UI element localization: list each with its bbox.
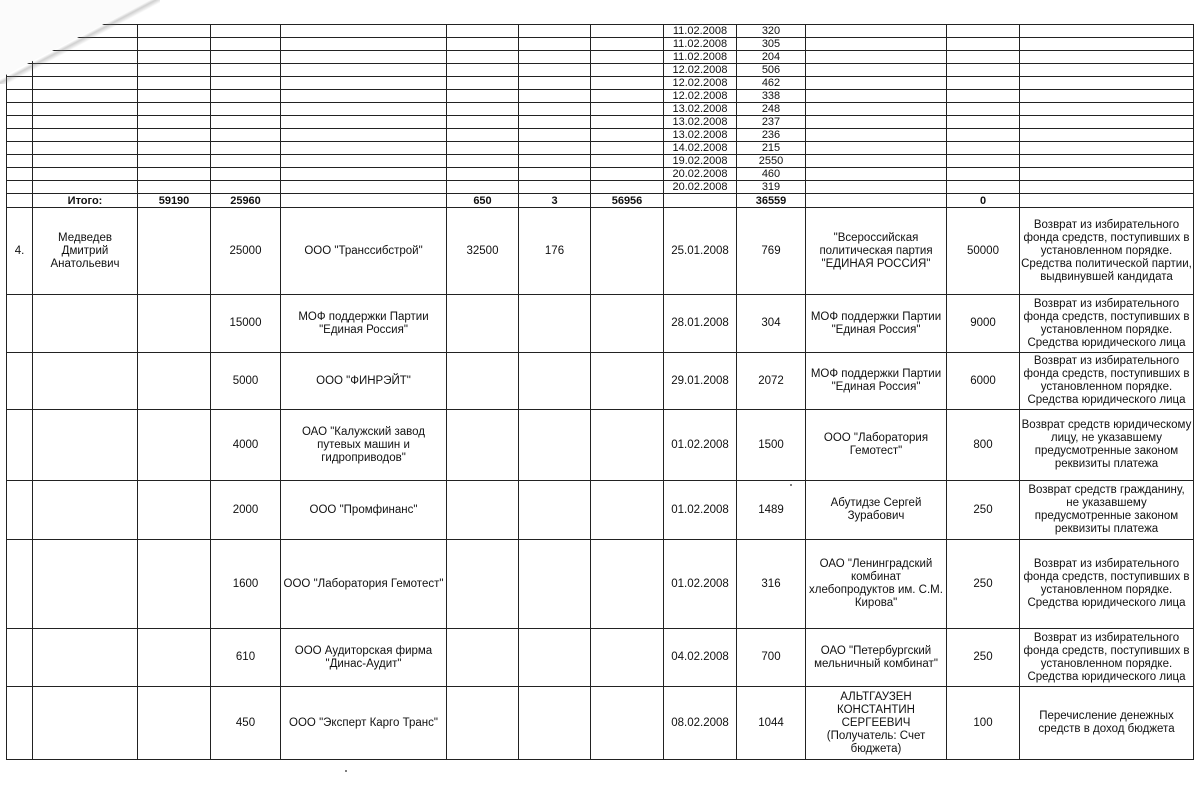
empty-cell bbox=[591, 103, 664, 116]
empty-cell bbox=[281, 116, 447, 129]
empty-cell bbox=[947, 38, 1020, 51]
recipient-name: АЛЬТГАУЗЕН КОНСТАНТИН СЕРГЕЕВИЧ (Получатель: Счет бюджета) bbox=[806, 687, 947, 760]
empty-cell bbox=[138, 90, 211, 103]
total-c3: 25960 bbox=[211, 194, 281, 208]
col5-value bbox=[447, 687, 519, 760]
empty-cell bbox=[447, 142, 519, 155]
empty-cell bbox=[947, 90, 1020, 103]
empty-cell bbox=[591, 155, 664, 168]
empty-cell bbox=[211, 77, 281, 90]
empty-cell bbox=[519, 142, 591, 155]
row-doc-number: 319 bbox=[737, 181, 806, 194]
empty-cell bbox=[591, 38, 664, 51]
empty-cell bbox=[211, 103, 281, 116]
total-c5: 650 bbox=[447, 194, 519, 208]
operation-date: 01.02.2008 bbox=[664, 481, 737, 540]
empty-cell bbox=[447, 25, 519, 38]
row-date: 20.02.2008 bbox=[664, 168, 737, 181]
return-sum: 800 bbox=[947, 410, 1020, 481]
empty-cell bbox=[281, 103, 447, 116]
row-doc-number: 506 bbox=[737, 64, 806, 77]
empty-cell bbox=[447, 181, 519, 194]
empty-cell bbox=[211, 90, 281, 103]
empty-cell bbox=[1020, 38, 1194, 51]
empty-cell bbox=[519, 25, 591, 38]
empty-cell bbox=[806, 103, 947, 116]
return-sum: 50000 bbox=[947, 208, 1020, 295]
empty-cell bbox=[591, 142, 664, 155]
row-doc-number: 236 bbox=[737, 129, 806, 142]
empty-cell bbox=[591, 410, 664, 481]
donor-name: МОФ поддержки Партии "Единая Россия" bbox=[281, 295, 447, 353]
empty-cell bbox=[947, 142, 1020, 155]
empty-cell bbox=[806, 116, 947, 129]
scan-speck bbox=[790, 484, 792, 486]
empty-cell bbox=[138, 687, 211, 760]
note-text: Возврат из избирательного фонда средств, поступивших в установленном порядке. Средства юридического лица bbox=[1020, 353, 1194, 410]
empty-cell bbox=[138, 155, 211, 168]
empty-cell bbox=[7, 90, 33, 103]
empty-cell bbox=[33, 687, 138, 760]
empty-cell bbox=[519, 51, 591, 64]
empty-cell bbox=[7, 103, 33, 116]
empty-cell bbox=[519, 77, 591, 90]
empty-cell bbox=[33, 295, 138, 353]
total-row bbox=[7, 194, 1194, 208]
empty-cell bbox=[281, 38, 447, 51]
empty-cell bbox=[591, 51, 664, 64]
empty-cell bbox=[281, 90, 447, 103]
donation-amount: 1600 bbox=[211, 540, 281, 629]
col6-value: 176 bbox=[519, 208, 591, 295]
total-c2: 59190 bbox=[138, 194, 211, 208]
col5-value bbox=[447, 481, 519, 540]
empty-cell bbox=[138, 208, 211, 295]
return-sum: 250 bbox=[947, 481, 1020, 540]
total-label: Итого: bbox=[33, 194, 138, 208]
row-date: 13.02.2008 bbox=[664, 103, 737, 116]
doc-number: 1489 bbox=[737, 481, 806, 540]
doc-number: 1500 bbox=[737, 410, 806, 481]
empty-cell bbox=[806, 129, 947, 142]
empty-cell bbox=[33, 481, 138, 540]
total-c11: 0 bbox=[947, 194, 1020, 208]
table-row bbox=[7, 629, 1194, 687]
donor-name: ООО Аудиторская фирма "Динас-Аудит" bbox=[281, 629, 447, 687]
return-sum: 100 bbox=[947, 687, 1020, 760]
return-sum: 250 bbox=[947, 629, 1020, 687]
operation-date: 25.01.2008 bbox=[664, 208, 737, 295]
empty-cell bbox=[33, 129, 138, 142]
empty-cell bbox=[519, 168, 591, 181]
operation-date: 28.01.2008 bbox=[664, 295, 737, 353]
empty-cell bbox=[7, 129, 33, 142]
col5-value bbox=[447, 410, 519, 481]
empty-cell bbox=[447, 77, 519, 90]
empty-cell bbox=[591, 129, 664, 142]
empty-cell bbox=[1020, 181, 1194, 194]
donation-amount: 4000 bbox=[211, 410, 281, 481]
empty-cell bbox=[7, 295, 33, 353]
empty-cell bbox=[33, 168, 138, 181]
doc-number: 304 bbox=[737, 295, 806, 353]
table-body bbox=[7, 25, 1194, 760]
empty-cell bbox=[591, 353, 664, 410]
recipient-name: "Всероссийская политическая партия "ЕДИНАЯ РОССИЯ" bbox=[806, 208, 947, 295]
note-text: Возврат из избирательного фонда средств, поступивших в установленном порядке. Средства юридического лица bbox=[1020, 295, 1194, 353]
candidate-index: 4. bbox=[7, 208, 33, 295]
empty-cell bbox=[947, 129, 1020, 142]
empty-cell bbox=[211, 129, 281, 142]
empty-cell bbox=[281, 64, 447, 77]
empty-cell bbox=[806, 181, 947, 194]
table-row bbox=[7, 25, 1194, 38]
empty-cell bbox=[138, 540, 211, 629]
empty-cell bbox=[806, 77, 947, 90]
empty-cell bbox=[591, 116, 664, 129]
donor-name: ОАО "Калужский завод путевых машин и гидроприводов" bbox=[281, 410, 447, 481]
donation-amount: 610 bbox=[211, 629, 281, 687]
empty-cell bbox=[211, 168, 281, 181]
empty-cell bbox=[33, 353, 138, 410]
row-doc-number: 248 bbox=[737, 103, 806, 116]
candidate-name: Медведев Дмитрий Анатольевич bbox=[33, 208, 138, 295]
row-doc-number: 338 bbox=[737, 90, 806, 103]
empty-cell bbox=[1020, 116, 1194, 129]
donor-name: ООО "ФИНРЭЙТ" bbox=[281, 353, 447, 410]
empty-cell bbox=[7, 116, 33, 129]
row-doc-number: 204 bbox=[737, 51, 806, 64]
empty-cell bbox=[947, 51, 1020, 64]
empty-cell bbox=[211, 142, 281, 155]
empty-cell bbox=[447, 38, 519, 51]
empty-cell bbox=[519, 38, 591, 51]
empty-cell bbox=[211, 51, 281, 64]
donation-amount: 25000 bbox=[211, 208, 281, 295]
empty-cell bbox=[447, 168, 519, 181]
row-date: 12.02.2008 bbox=[664, 77, 737, 90]
doc-number: 769 bbox=[737, 208, 806, 295]
empty-cell bbox=[33, 103, 138, 116]
table-row bbox=[7, 410, 1194, 481]
recipient-name: Абутидзе Сергей Зурабович bbox=[806, 481, 947, 540]
col5-value bbox=[447, 295, 519, 353]
empty-cell bbox=[211, 25, 281, 38]
finance-report-table bbox=[6, 24, 1194, 760]
recipient-name: ОАО "Петербургский мельничный комбинат" bbox=[806, 629, 947, 687]
row-doc-number: 237 bbox=[737, 116, 806, 129]
empty-cell bbox=[519, 64, 591, 77]
row-doc-number: 460 bbox=[737, 168, 806, 181]
row-date: 13.02.2008 bbox=[664, 116, 737, 129]
empty-cell bbox=[947, 155, 1020, 168]
empty-cell bbox=[211, 38, 281, 51]
empty-cell bbox=[519, 90, 591, 103]
empty-cell bbox=[519, 129, 591, 142]
donation-amount: 5000 bbox=[211, 353, 281, 410]
empty-cell bbox=[33, 181, 138, 194]
empty-cell bbox=[7, 181, 33, 194]
empty-cell bbox=[138, 181, 211, 194]
return-sum: 9000 bbox=[947, 295, 1020, 353]
empty-cell bbox=[591, 181, 664, 194]
note-text: Возврат средств юридическому лицу, не указавшему предусмотренные законом реквизиты платежа bbox=[1020, 410, 1194, 481]
col5-value bbox=[447, 353, 519, 410]
table-row bbox=[7, 481, 1194, 540]
donor-name: ООО "Транссибстрой" bbox=[281, 208, 447, 295]
empty-cell bbox=[591, 481, 664, 540]
empty-cell bbox=[33, 410, 138, 481]
empty-cell bbox=[7, 629, 33, 687]
empty-cell bbox=[591, 168, 664, 181]
donor-name: ООО "Промфинанс" bbox=[281, 481, 447, 540]
empty-cell bbox=[947, 103, 1020, 116]
donation-amount: 2000 bbox=[211, 481, 281, 540]
empty-cell bbox=[281, 155, 447, 168]
table-row bbox=[7, 51, 1194, 64]
col6-value bbox=[519, 687, 591, 760]
empty-cell bbox=[138, 295, 211, 353]
total-c8 bbox=[664, 194, 737, 208]
table-row bbox=[7, 142, 1194, 155]
empty-cell bbox=[1020, 25, 1194, 38]
empty-cell bbox=[1020, 64, 1194, 77]
empty-cell bbox=[947, 168, 1020, 181]
col6-value bbox=[519, 629, 591, 687]
operation-date: 01.02.2008 bbox=[664, 410, 737, 481]
note-text: Возврат из избирательного фонда средств, поступивших в установленном порядке. Средства юридического лица bbox=[1020, 629, 1194, 687]
empty-cell bbox=[33, 142, 138, 155]
empty-cell bbox=[591, 540, 664, 629]
empty-cell bbox=[211, 155, 281, 168]
empty-cell bbox=[33, 155, 138, 168]
total-c9: 36559 bbox=[737, 194, 806, 208]
empty-cell bbox=[591, 295, 664, 353]
empty-cell bbox=[281, 25, 447, 38]
empty-cell bbox=[138, 103, 211, 116]
empty-cell bbox=[1020, 168, 1194, 181]
row-date: 11.02.2008 bbox=[664, 38, 737, 51]
table-row bbox=[7, 90, 1194, 103]
empty-cell bbox=[591, 90, 664, 103]
table-row bbox=[7, 687, 1194, 760]
empty-cell bbox=[447, 64, 519, 77]
donation-amount: 450 bbox=[211, 687, 281, 760]
table-row bbox=[7, 295, 1194, 353]
empty-cell bbox=[806, 25, 947, 38]
table-row bbox=[7, 103, 1194, 116]
empty-cell bbox=[1020, 77, 1194, 90]
empty-cell bbox=[138, 129, 211, 142]
total-c12 bbox=[1020, 194, 1194, 208]
empty-cell bbox=[519, 155, 591, 168]
empty-cell bbox=[7, 142, 33, 155]
col6-value bbox=[519, 353, 591, 410]
operation-date: 04.02.2008 bbox=[664, 629, 737, 687]
total-c0 bbox=[7, 194, 33, 208]
empty-cell bbox=[447, 116, 519, 129]
empty-cell bbox=[806, 90, 947, 103]
operation-date: 08.02.2008 bbox=[664, 687, 737, 760]
empty-cell bbox=[7, 481, 33, 540]
empty-cell bbox=[138, 168, 211, 181]
empty-cell bbox=[7, 168, 33, 181]
empty-cell bbox=[1020, 103, 1194, 116]
table-row bbox=[7, 64, 1194, 77]
empty-cell bbox=[281, 168, 447, 181]
row-doc-number: 462 bbox=[737, 77, 806, 90]
table-row bbox=[7, 77, 1194, 90]
table-row bbox=[7, 168, 1194, 181]
empty-cell bbox=[519, 103, 591, 116]
empty-cell bbox=[947, 25, 1020, 38]
donation-amount: 15000 bbox=[211, 295, 281, 353]
empty-cell bbox=[1020, 51, 1194, 64]
empty-cell bbox=[1020, 142, 1194, 155]
empty-cell bbox=[519, 181, 591, 194]
empty-cell bbox=[7, 540, 33, 629]
empty-cell bbox=[138, 410, 211, 481]
table-row bbox=[7, 155, 1194, 168]
col6-value bbox=[519, 410, 591, 481]
empty-cell bbox=[591, 77, 664, 90]
doc-number: 1044 bbox=[737, 687, 806, 760]
note-text: Возврат средств гражданину, не указавшему предусмотренные законом реквизиты платежа bbox=[1020, 481, 1194, 540]
row-doc-number: 305 bbox=[737, 38, 806, 51]
row-date: 13.02.2008 bbox=[664, 129, 737, 142]
row-date: 19.02.2008 bbox=[664, 155, 737, 168]
table-row bbox=[7, 353, 1194, 410]
empty-cell bbox=[138, 116, 211, 129]
table-row bbox=[7, 181, 1194, 194]
empty-cell bbox=[447, 90, 519, 103]
empty-cell bbox=[138, 353, 211, 410]
row-date: 11.02.2008 bbox=[664, 51, 737, 64]
recipient-name: МОФ поддержки Партии "Единая Россия" bbox=[806, 353, 947, 410]
operation-date: 29.01.2008 bbox=[664, 353, 737, 410]
table-row bbox=[7, 540, 1194, 629]
note-text: Возврат из избирательного фонда средств, поступивших в установленном порядке. Средства юридического лица bbox=[1020, 540, 1194, 629]
empty-cell bbox=[7, 353, 33, 410]
donor-name: ООО "Эксперт Карго Транс" bbox=[281, 687, 447, 760]
empty-cell bbox=[281, 142, 447, 155]
col6-value bbox=[519, 540, 591, 629]
scan-speck bbox=[345, 770, 347, 772]
table-row bbox=[7, 208, 1194, 295]
note-text: Перечисление денежных средств в доход бюджета bbox=[1020, 687, 1194, 760]
operation-date: 01.02.2008 bbox=[664, 540, 737, 629]
note-text: Возврат из избирательного фонда средств, поступивших в установленном порядке. Средства политической партии, выдвинувшей кандидата bbox=[1020, 208, 1194, 295]
empty-cell bbox=[806, 155, 947, 168]
empty-cell bbox=[281, 77, 447, 90]
empty-cell bbox=[7, 410, 33, 481]
col5-value: 32500 bbox=[447, 208, 519, 295]
empty-cell bbox=[806, 64, 947, 77]
empty-cell bbox=[947, 181, 1020, 194]
empty-cell bbox=[591, 687, 664, 760]
row-date: 14.02.2008 bbox=[664, 142, 737, 155]
empty-cell bbox=[138, 629, 211, 687]
row-date: 12.02.2008 bbox=[664, 64, 737, 77]
col5-value bbox=[447, 540, 519, 629]
recipient-name: ОАО "Ленинградский комбинат хлебопродуктов им. С.М. Кирова" bbox=[806, 540, 947, 629]
recipient-name: ООО "Лаборатория Гемотест" bbox=[806, 410, 947, 481]
empty-cell bbox=[591, 629, 664, 687]
table-row bbox=[7, 129, 1194, 142]
row-doc-number: 215 bbox=[737, 142, 806, 155]
donor-name: ООО "Лаборатория Гемотест" bbox=[281, 540, 447, 629]
empty-cell bbox=[447, 155, 519, 168]
row-date: 11.02.2008 bbox=[664, 25, 737, 38]
col6-value bbox=[519, 481, 591, 540]
empty-cell bbox=[806, 51, 947, 64]
empty-cell bbox=[211, 64, 281, 77]
table-row bbox=[7, 38, 1194, 51]
empty-cell bbox=[7, 155, 33, 168]
empty-cell bbox=[519, 116, 591, 129]
col6-value bbox=[519, 295, 591, 353]
empty-cell bbox=[33, 116, 138, 129]
empty-cell bbox=[138, 481, 211, 540]
doc-number: 700 bbox=[737, 629, 806, 687]
table-row bbox=[7, 116, 1194, 129]
empty-cell bbox=[33, 540, 138, 629]
row-doc-number: 2550 bbox=[737, 155, 806, 168]
recipient-name: МОФ поддержки Партии "Единая Россия" bbox=[806, 295, 947, 353]
empty-cell bbox=[591, 208, 664, 295]
empty-cell bbox=[1020, 90, 1194, 103]
empty-cell bbox=[947, 116, 1020, 129]
empty-cell bbox=[33, 90, 138, 103]
row-date: 20.02.2008 bbox=[664, 181, 737, 194]
empty-cell bbox=[591, 25, 664, 38]
empty-cell bbox=[447, 103, 519, 116]
return-sum: 6000 bbox=[947, 353, 1020, 410]
empty-cell bbox=[447, 129, 519, 142]
return-sum: 250 bbox=[947, 540, 1020, 629]
row-doc-number: 320 bbox=[737, 25, 806, 38]
empty-cell bbox=[281, 129, 447, 142]
page-fold-corner bbox=[0, 0, 150, 78]
row-date: 12.02.2008 bbox=[664, 90, 737, 103]
col5-value bbox=[447, 629, 519, 687]
empty-cell bbox=[138, 142, 211, 155]
total-c7: 56956 bbox=[591, 194, 664, 208]
doc-number: 2072 bbox=[737, 353, 806, 410]
empty-cell bbox=[947, 64, 1020, 77]
doc-number: 316 bbox=[737, 540, 806, 629]
total-c6: 3 bbox=[519, 194, 591, 208]
empty-cell bbox=[806, 38, 947, 51]
empty-cell bbox=[211, 116, 281, 129]
empty-cell bbox=[447, 51, 519, 64]
empty-cell bbox=[281, 181, 447, 194]
empty-cell bbox=[7, 687, 33, 760]
empty-cell bbox=[806, 142, 947, 155]
empty-cell bbox=[33, 629, 138, 687]
empty-cell bbox=[947, 77, 1020, 90]
empty-cell bbox=[1020, 129, 1194, 142]
empty-cell bbox=[1020, 155, 1194, 168]
empty-cell bbox=[806, 168, 947, 181]
total-c10 bbox=[806, 194, 947, 208]
total-c4 bbox=[281, 194, 447, 208]
empty-cell bbox=[281, 51, 447, 64]
empty-cell bbox=[211, 181, 281, 194]
empty-cell bbox=[591, 64, 664, 77]
